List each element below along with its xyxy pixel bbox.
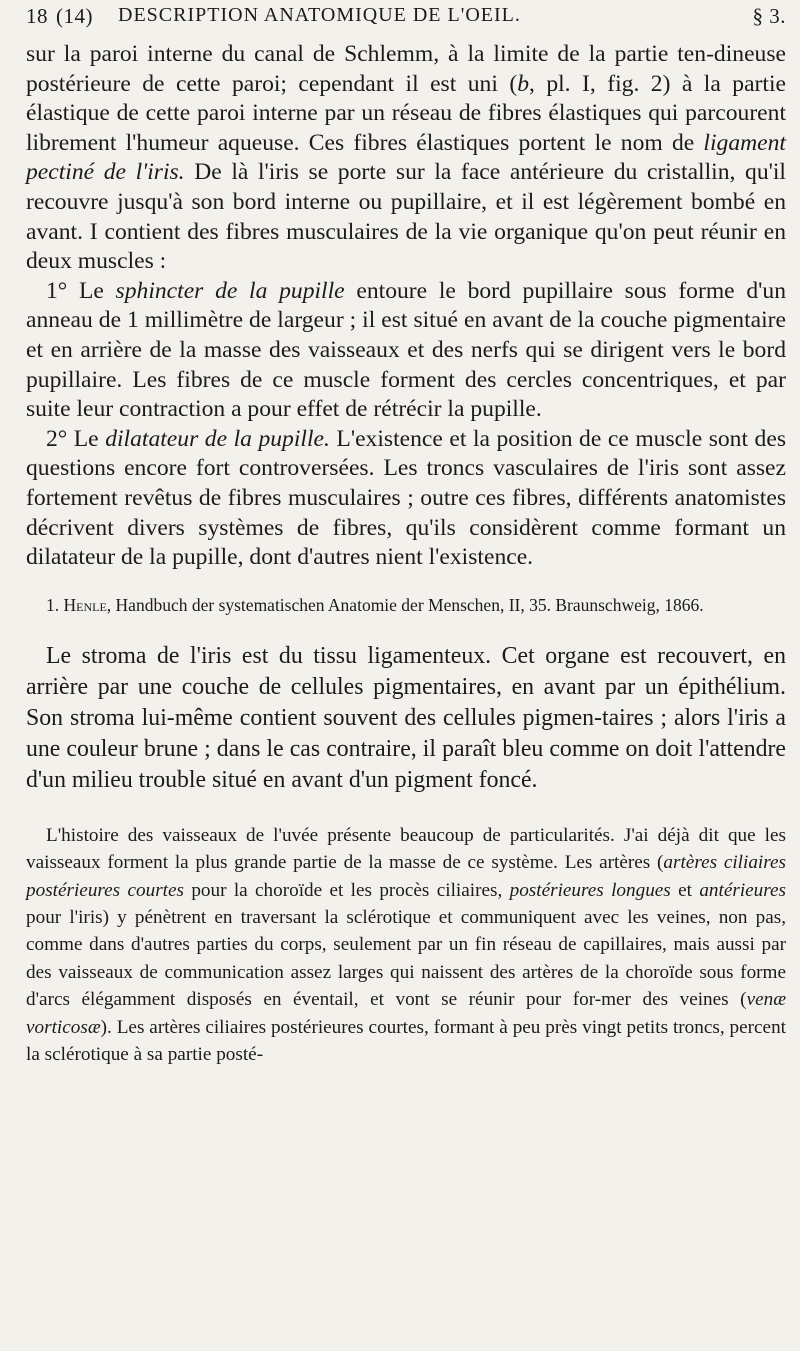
paragraph-stroma: Le stroma de l'iris est du tissu ligamenteux. Cet organe est recouvert, en arrière par une couche de cellules pigmentaires, en avant par un épithélium. Son stroma lui-même contient souvent des cellules pigmen-taires ; alors l'iris a une couleur brune ; dans le cas contraire, il paraît bleu comme on doit l'attendre d'un milieu trouble situé en avant d'un pigment foncé. [26,642,786,793]
page [26,0,786,1068]
main-text [26,40,786,573]
term-arteres-courtes: artères ciliaires postérieures courtes [26,852,786,901]
text-run: pour l'iris) y pénètrent en traversant la sclérotique et communiquent avec les veines, non pas, comme dans d'autres parties du corps, seulement par un fin réseau de capillaires, mais aussi par des vaisseaux de communication assez larges qui naissent des artères de la choroïde sous forme d'arcs élégamment disposés en éventail, et vont se réunir pour for-mer des veines ( [26,906,786,1011]
text-run: 2° Le [46,425,106,452]
term-anterieures: antérieures [699,879,786,901]
text-run: sur la paroi interne du canal de Schlemm, à la limite de la partie ten-dineuse postérieure de cette paroi; cependant il est uni ( [26,41,786,97]
footnote-text: Handbuch der systematischen Anatomie der Menschen, II, 35. Braunschweig, 1866. [111,594,704,615]
text-run: De là l'iris se porte sur la face antérieure du cristallin, qu'il recouvre jusqu'à son bord interne ou pupillaire, et il est légèrement bombé en avant. I contient des fibres musculaires de la vie organique qu'on peut réunir en deux muscles : [26,159,786,275]
text-run: entoure le bord pupillaire sous forme d'un anneau de 1 millimètre de largeur ; il est situé en avant de la couche pigmentaire et en arrière de la masse des vaisseaux et des nerfs qui se dirigent vers le bord pupillaire. Les fibres de ce muscle forment des cercles concentriques, et par suite leur contraction a pour effet de rétrécir la pupille. [26,277,787,423]
paragraph-dilatateur [26,425,786,573]
running-title: DESCRIPTION ANATOMIQUE DE L'OEIL. [118,4,521,26]
text-run: L'existence et la position de ce muscle sont des questions encore fort controversées. Les troncs vasculaires de l'iris sont assez fortement revêtus de fibres musculaires ; outre ces fibres, différents anatomistes décrivent divers systèmes de fibres, qu'ils considèrent comme formant un dilatateur de la pupille, dont d'autres nient l'existence. [26,425,787,571]
section-marker: § 3. [752,4,786,28]
text-run: L'histoire des vaisseaux de l'uvée présente beaucoup de particularités. J'ai déjà dit que les vaisseaux forment la plus grande partie de la masse de ce système. Les artères ( [26,824,786,874]
footnote-marker: 1. [46,594,60,615]
term-ligament-pectine: ligament pectiné de l'iris. [26,129,786,186]
footnote [26,595,786,616]
text-run: , pl. I, fig. 2) à la partie élastique de cette paroi interne par un réseau de fibres élastiques qui parcourent librement l'humeur aqueuse. Ces fibres élastiques portent le nom de [26,70,786,156]
footnote-author: Henle, [63,594,112,615]
term-sphincter: sphincter de la pupille [115,277,345,304]
term-venae-vorticosae: venæ vorticosæ [26,989,786,1038]
text-run-italic: b [517,70,529,97]
paragraph-sphincter [26,277,786,425]
text-run: et [670,879,700,901]
paragraph-iris-attachment [26,40,786,277]
page-number-group [26,4,93,29]
running-header [26,0,786,40]
text-run: ). Les artères ciliaires postérieures courtes, formant à peu près vingt petits troncs, percent la sclérotique à sa partie posté- [26,1016,786,1065]
text-run: pour la choroïde et les procès ciliaires, [183,879,510,901]
page-number: 18 [26,4,48,28]
paragraph-vessels [26,822,786,1069]
text-run: 1° Le [46,277,116,304]
term-posterieures-longues: postérieures longues [509,879,671,901]
term-dilatateur: dilatateur de la pupille. [105,425,330,452]
folio-number: (14) [56,4,93,28]
